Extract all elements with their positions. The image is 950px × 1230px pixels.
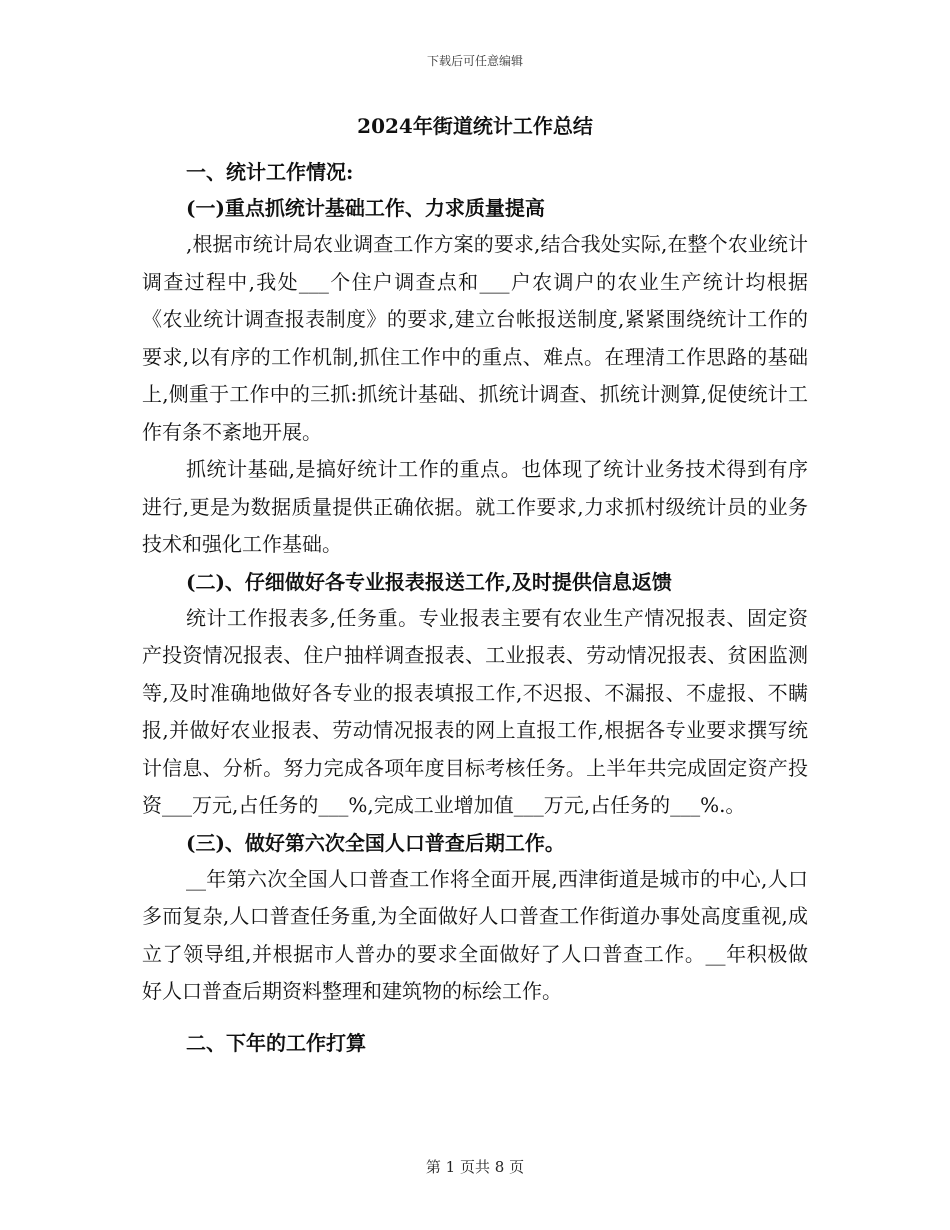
paragraph: 抓统计基础,是搞好统计工作的重点。也体现了统计业务技术得到有序进行,更是为数据质量提供正确依据。就工作要求,力求抓村级统计员的业务技术和强化工作基础。 [142, 457, 808, 556]
page-number-footer: 第 1 页共 8 页 [425, 1158, 525, 1176]
paragraph: ,根据市统计局农业调查工作方案的要求,结合我处实际,在整个农业统计调查过程中,我处___个住户调查点和___户农调户的农业生产统计均根据《农业统计调查报表制度》的要求,建立台帐报送制度,紧紧围绕统计工作的要求,以有序的工作机制,抓住工作中的重点、难点。在理清工作思路的基础上,侧重于工作中的三抓:抓统计基础、抓统计调查、抓统计测算,促使统计工作有条不紊地开展。 [142, 232, 808, 444]
section-heading-2: 二、下年的工作打算 [186, 1030, 366, 1055]
document-body [142, 112, 808, 1061]
header-note: 下载后可任意编辑 [426, 54, 523, 68]
subsection-heading-3: (三)、做好第六次全国人口普查后期工作。 [186, 830, 565, 855]
section-heading-1: 一、统计工作情况: [186, 160, 354, 184]
document-title: 2024年街道统计工作总结 [357, 114, 593, 138]
subsection-heading-1: (一)重点抓统计基础工作、力求质量提高 [186, 196, 545, 220]
subsection-heading-2: (二)、仔细做好各专业报表报送工作,及时提供信息返馈 [186, 569, 672, 594]
paragraph: 统计工作报表多,任务重。专业报表主要有农业生产情况报表、固定资产投资情况报表、住户抽样调查报表、工业报表、劳动情况报表、贫困监测等,及时准确地做好各专业的报表填报工作,不迟报、不漏报、不虚报、不瞒报,并做好农业报表、劳动情况报表的网上直报工作,根据各专业要求撰写统计信息、分析。努力完成各项年度目标考核任务。上半年共完成固定资产投资___万元,占任务的___%,完成工业增加值___万元,占任务的___%.。 [142, 605, 808, 817]
paragraph: __年第六次全国人口普查工作将全面开展,西津街道是城市的中心,人口多而复杂,人口普查任务重,为全面做好人口普查工作街道办事处高度重视,成立了领导组,并根据市人普办的要求全面做好了人口普查工作。__年积极做好人口普查后期资料整理和建筑物的标绘工作。 [142, 866, 808, 1003]
